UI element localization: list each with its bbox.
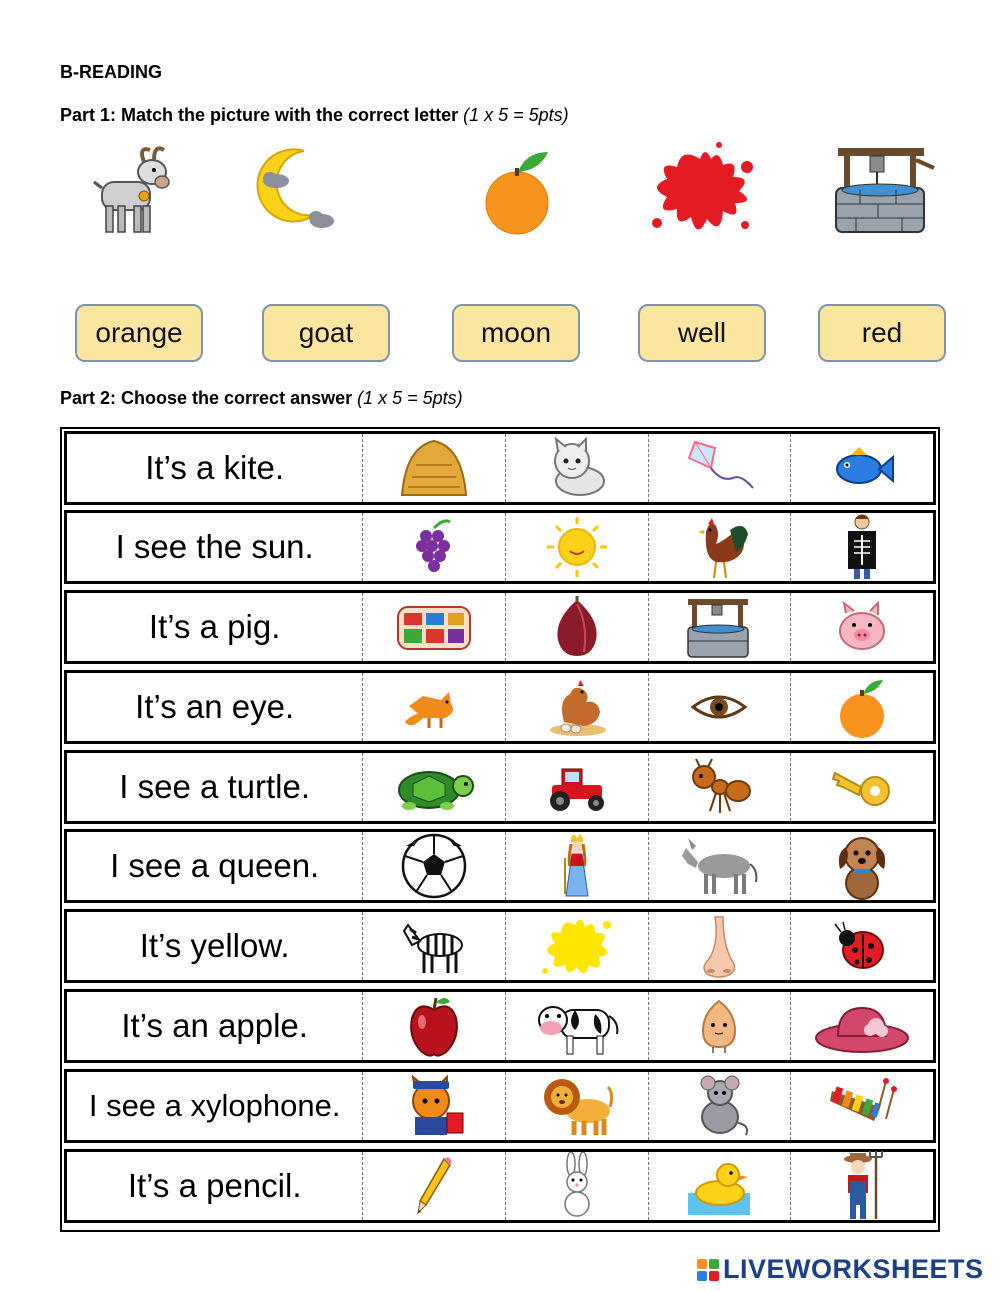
part1-points: (1 x 5 = 5pts)	[463, 105, 569, 125]
part2-points: (1 x 5 = 5pts)	[357, 388, 463, 408]
answer-row	[64, 829, 936, 903]
section-title: B-READING	[60, 62, 162, 82]
option-cat-mail-carrier[interactable]	[362, 1072, 505, 1140]
option-quilt[interactable]	[362, 593, 505, 661]
answer-row	[64, 1069, 936, 1143]
option-nose[interactable]	[648, 912, 791, 980]
option-orange[interactable]	[790, 673, 933, 741]
option-onion[interactable]	[505, 593, 648, 661]
orange-picture	[482, 146, 552, 243]
option-mouse[interactable]	[648, 1072, 791, 1140]
option-tractor[interactable]	[505, 753, 648, 821]
sentence-cell: It’s an apple.	[121, 1007, 308, 1044]
option-rooster[interactable]	[648, 513, 791, 581]
liveworksheets-logo	[697, 1254, 984, 1285]
option-xylophone[interactable]	[790, 1072, 933, 1140]
answer-row	[64, 590, 936, 664]
sentence-cell: I see a xylophone.	[88, 1088, 341, 1123]
part2-heading-text: Part 2: Choose the correct answer	[60, 388, 353, 408]
option-kite[interactable]	[648, 434, 791, 502]
option-pig[interactable]	[790, 593, 933, 661]
sentence-cell: I see a queen.	[110, 847, 320, 884]
option-egg[interactable]	[648, 992, 791, 1060]
word-box-red[interactable]: red	[818, 304, 946, 362]
answer-row	[64, 670, 936, 744]
sentence-cell: I see the sun.	[115, 528, 314, 565]
answer-row	[64, 431, 936, 505]
sentence-cell: It’s an eye.	[135, 688, 295, 725]
option-ant[interactable]	[648, 753, 791, 821]
answer-row	[64, 989, 936, 1063]
option-key[interactable]	[790, 753, 933, 821]
word-box-orange[interactable]: orange	[75, 304, 203, 362]
option-queen[interactable]	[505, 832, 648, 900]
option-turtle[interactable]	[362, 753, 505, 821]
option-cow[interactable]	[505, 992, 648, 1060]
option-dog[interactable]	[790, 832, 933, 900]
option-ball[interactable]	[362, 832, 505, 900]
logo-mark-icon	[697, 1259, 719, 1281]
sentence-cell: It’s a pencil.	[127, 1167, 302, 1204]
option-sun[interactable]	[505, 513, 648, 581]
part1-heading	[60, 105, 569, 126]
answer-row	[64, 510, 936, 584]
word-box-goat[interactable]: goat	[262, 304, 390, 362]
option-rabbit[interactable]	[505, 1152, 648, 1220]
option-grapes[interactable]	[362, 513, 505, 581]
option-pencil[interactable]	[362, 1152, 505, 1220]
answer-row	[64, 909, 936, 983]
part1-heading-text: Part 1: Match the picture with the correct letter	[60, 105, 459, 125]
goat-picture	[88, 142, 178, 243]
sentence-cell: I see a turtle.	[119, 768, 311, 805]
option-well[interactable]	[648, 593, 791, 661]
option-apple[interactable]	[362, 992, 505, 1060]
option-hen[interactable]	[505, 673, 648, 741]
word-box-moon[interactable]: moon	[452, 304, 580, 362]
option-xray[interactable]	[790, 513, 933, 581]
logo-text: LIVEWORKSHEETS	[723, 1254, 984, 1284]
well-picture	[826, 142, 938, 243]
answer-row	[64, 750, 936, 824]
answer-row	[64, 1149, 936, 1223]
part2-heading	[60, 388, 463, 409]
option-yellow-splash[interactable]	[505, 912, 648, 980]
option-eye[interactable]	[648, 673, 791, 741]
option-lion[interactable]	[505, 1072, 648, 1140]
option-hat[interactable]	[790, 992, 933, 1060]
option-farmer[interactable]	[790, 1152, 933, 1220]
sentence-cell: It’s a kite.	[145, 449, 285, 486]
option-fox[interactable]	[362, 673, 505, 741]
option-ladybug[interactable]	[790, 912, 933, 980]
option-donkey[interactable]	[648, 832, 791, 900]
option-fish[interactable]	[790, 434, 933, 502]
option-haystack[interactable]	[362, 434, 505, 502]
option-cat[interactable]	[505, 434, 648, 502]
sentence-cell: It’s a pig.	[148, 608, 281, 645]
word-box-well[interactable]: well	[638, 304, 766, 362]
moon-picture	[252, 145, 336, 240]
option-zebra[interactable]	[362, 912, 505, 980]
sentence-cell: It’s yellow.	[139, 927, 290, 964]
option-duck[interactable]	[648, 1152, 791, 1220]
red-splash-picture	[645, 137, 760, 248]
